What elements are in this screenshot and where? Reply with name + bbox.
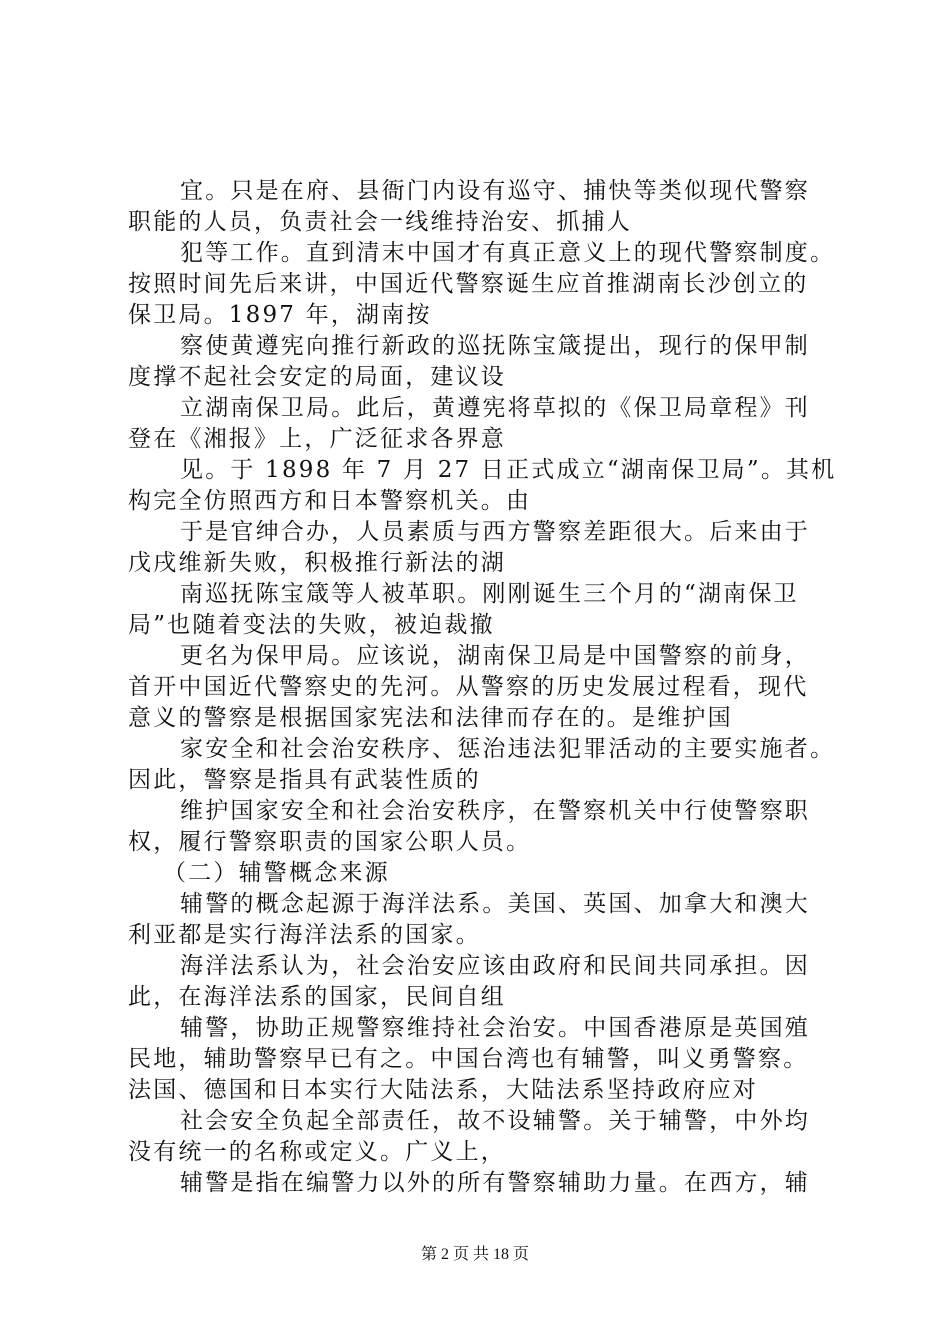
text-line: 按照时间先后来讲，中国近代警察诞生应首推湖南长沙创立的 bbox=[128, 271, 809, 297]
text-line: 局”也随着变法的失败，被迫裁撤 bbox=[128, 612, 495, 638]
text-line: 辅警，协助正规警察维持社会治安。中国香港原是英国殖 bbox=[180, 1015, 810, 1041]
section-heading: （二）辅警概念来源 bbox=[163, 860, 390, 886]
text-line: 于是官绅合办，人员素质与西方警察差距很大。后来由于 bbox=[180, 519, 810, 545]
text-line: 察使黄遵宪向推行新政的巡抚陈宝箴提出，现行的保甲制 bbox=[180, 333, 810, 359]
text-line: 因此，警察是指具有武装性质的 bbox=[128, 767, 481, 793]
text-line: 辅警的概念起源于海洋法系。美国、英国、加拿大和澳大 bbox=[180, 891, 810, 917]
text-line: 意义的警察是根据国家宪法和法律而存在的。是维护国 bbox=[128, 705, 733, 731]
text-line: 利亚都是实行海洋法系的国家。 bbox=[128, 922, 481, 948]
text-line: 构完全仿照西方和日本警察机关。由 bbox=[128, 488, 532, 514]
text-line: 没有统一的名称或定义。广义上， bbox=[128, 1139, 506, 1165]
text-line: 辅警是指在编警力以外的所有警察辅助力量。在西方，辅 bbox=[180, 1170, 810, 1196]
text-line: 民地，辅助警察早已有之。中国台湾也有辅警，叫义勇警察。 bbox=[128, 1046, 809, 1072]
text-line: 登在《湘报》上，广泛征求各界意 bbox=[128, 426, 506, 452]
text-line: 更名为保甲局。应该说，湖南保卫局是中国警察的前身， bbox=[180, 643, 810, 669]
text-line: 社会安全负起全部责任，故不设辅警。关于辅警，中外均 bbox=[180, 1108, 810, 1134]
text-line: 首开中国近代警察史的先河。从警察的历史发展过程看，现代 bbox=[128, 674, 809, 700]
text-line: 犯等工作。直到清末中国才有真正意义上的现代警察制度。 bbox=[180, 240, 836, 266]
text-line: 立湖南保卫局。此后，黄遵宪将草拟的《保卫局章程》刊 bbox=[180, 395, 810, 421]
text-line: 权，履行警察职责的国家公职人员。 bbox=[128, 829, 532, 855]
text-line: 家安全和社会治安秩序、惩治违法犯罪活动的主要实施者。 bbox=[180, 736, 836, 762]
text-line: 此，在海洋法系的国家，民间自组 bbox=[128, 984, 506, 1010]
text-line: 法国、德国和日本实行大陆法系，大陆法系坚持政府应对 bbox=[128, 1077, 758, 1103]
text-line: 维护国家安全和社会治安秩序，在警察机关中行使警察职 bbox=[180, 798, 810, 824]
text-line: 宜。只是在府、县衙门内设有巡守、捕快等类似现代警察 bbox=[180, 178, 810, 204]
text-line: 保卫局。1897 年，湖南按 bbox=[128, 302, 432, 328]
page-number-footer: 第 2 页 共 18 页 bbox=[420, 1246, 529, 1263]
text-line: 度撑不起社会安定的局面，建议设 bbox=[128, 364, 506, 390]
text-line: 南巡抚陈宝箴等人被革职。刚刚诞生三个月的“湖南保卫 bbox=[180, 581, 799, 607]
text-line: 见。于 1898 年 7 月 27 日正式成立“湖南保卫局”。其机 bbox=[180, 457, 837, 483]
text-line: 戊戌维新失败，积极推行新法的湖 bbox=[128, 550, 506, 576]
text-line: 职能的人员，负责社会一线维持治安、抓捕人 bbox=[128, 209, 632, 235]
text-line: 海洋法系认为，社会治安应该由政府和民间共同承担。因 bbox=[180, 953, 810, 979]
